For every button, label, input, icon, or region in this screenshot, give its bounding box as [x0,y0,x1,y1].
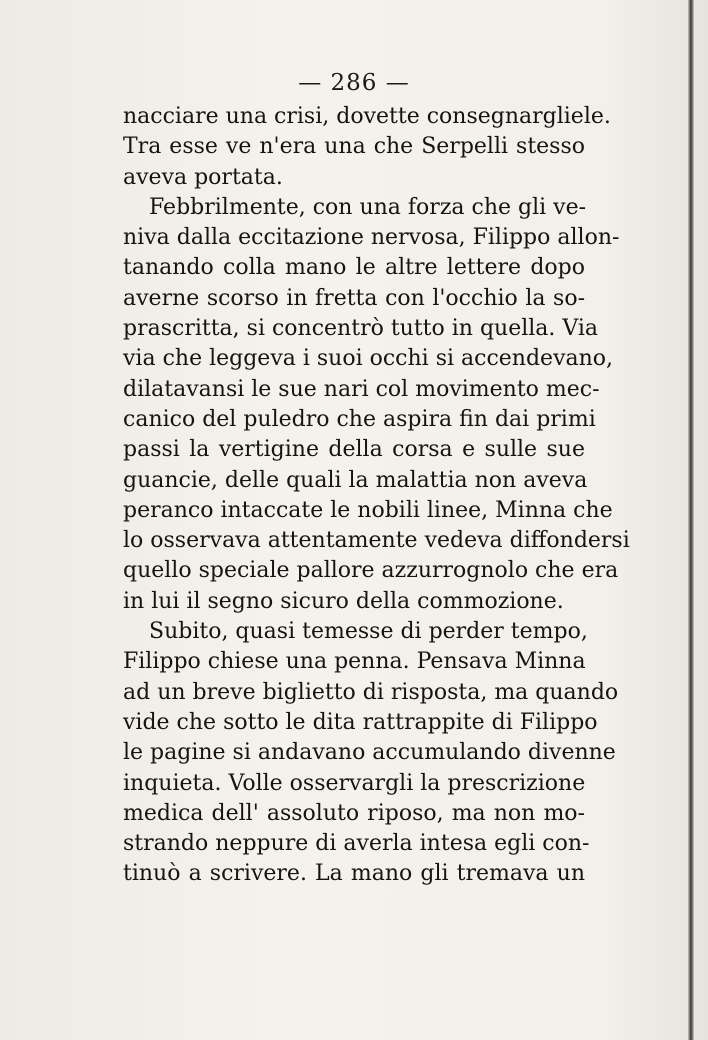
text-line: guancie, delle quali la malattia non aveva [123,467,588,493]
text-line: tanando colla mano le altre lettere dopo [123,255,585,281]
text-line: Febbrilmente, con una forza che gli ve- [149,194,587,220]
text-line: passi la vertigine della corsa e sulle sue [123,437,585,463]
text-line: via che leggeva i suoi occhi si accendevano, [123,346,614,372]
text-line: ad un breve biglietto di risposta, ma quando [123,679,619,705]
text-line: prascritta, si concentrò tutto in quella. Via [123,316,599,342]
page-binding-edge [688,0,694,1040]
text-line: le pagine si andavano accumulando divenne [123,740,616,766]
body-text [123,102,630,890]
text-line: strando neppure di averla intesa egli con- [123,831,590,857]
text-line: averne scorso in fretta con l'occhio la so- [123,285,585,311]
text-line: niva dalla eccitazione nervosa, Filippo allon- [123,225,620,251]
text-line: aveva portata. [123,164,283,190]
text-line: dilatavansi le sue nari col movimento mec- [123,376,600,402]
page-number: — 286 — [298,70,410,96]
text-line: in lui il segno sicuro della commozione. [123,588,564,614]
text-line: nacciare una crisi, dovette consegnargliele. [123,104,611,129]
text-line: medica dell' assoluto riposo, ma non mo- [123,800,585,826]
text-line: Filippo chiese una penna. Pensava Minna [123,649,586,675]
text-line: canico del puledro che aspira fin dai primi [123,406,596,432]
text-line: vide che sotto le dita rattrappite di Filippo [123,709,598,735]
text-line: inquieta. Volle osservargli la prescrizione [123,770,586,796]
text-line: Tra esse ve n'era una che Serpelli stesso [123,134,585,160]
text-line: Subito, quasi temesse di perder tempo, [149,619,588,645]
text-line: peranco intaccate le nobili linee, Minna che [123,497,613,523]
text-line: lo osservava attentamente vedeva diffondersi [123,528,630,554]
text-line: quello speciale pallore azzurrognolo che era [123,558,619,584]
text-line: tinuò a scrivere. La mano gli tremava un [123,861,585,887]
